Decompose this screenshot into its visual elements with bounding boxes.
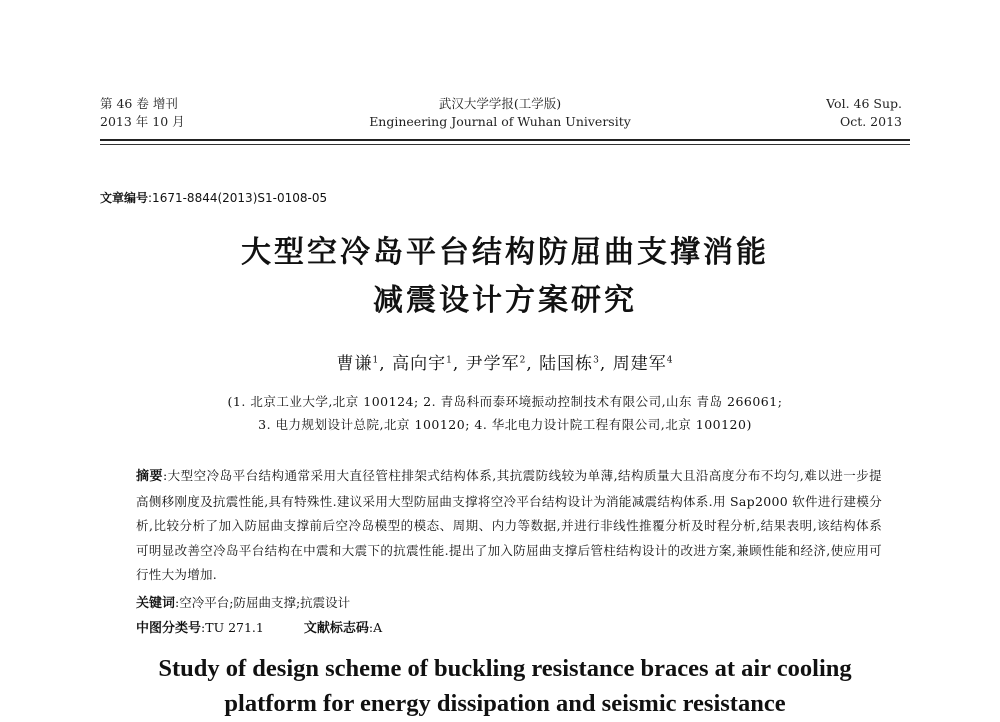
volume-issue-en: Vol. 46 Sup. <box>826 96 902 111</box>
classification-line <box>136 617 736 636</box>
article-number-label: 文章编号 <box>100 191 149 205</box>
journal-name-en: Engineering Journal of Wuhan University <box>369 114 631 129</box>
title-en-line1: Study of design scheme of buckling resistance braces at air cooling <box>158 655 852 682</box>
author: 曹谦$^1$ <box>336 354 380 374</box>
author: 周建军$^4$ <box>612 354 674 374</box>
author-list: 曹谦$^1$, 高向宇$^1$, 尹学军$^2$, 陆国栋$^3$, 周建军$^4$ <box>336 354 674 374</box>
keywords-label: 关键词 <box>136 596 176 611</box>
affiliations-line1: (1. 北京工业大学,北京 100124; 2. 青岛科而泰环境振动控制技术有限公司,山东 青岛 266061; <box>227 394 783 409</box>
document-code-label: 文献标志码 <box>303 621 369 636</box>
clc-value: :TU 271.1 <box>201 620 264 635</box>
document-code-value: :A <box>368 620 383 635</box>
title-en-line2: platform for energy dissipation and seismic resistance <box>224 690 786 717</box>
header-rule-thick <box>100 139 910 141</box>
publication-date-cn: 2013 年 10 月 <box>100 114 185 129</box>
article-number-value: :1671-8844(2013)S1-0108-05 <box>148 191 328 205</box>
article-number <box>100 189 327 206</box>
abstract-text: :大型空冷岛平台结构通常采用大直径管柱排架式结构体系,其抗震防线较为单薄,结构质量大且沿高度分布不均匀,难以进一步提高侧移刚度及抗震性能,具有特殊性.建议采用大型防屈曲支撑将空冷平台结构设计为消能减震结构体系.用 Sap2000 软件进行建模分析,比较分析了加入防屈曲支撑前后空冷岛模型的模态、周期、内力等数据,并进行非线性推覆分析及时程分析,结果表明,该结构体系可明显改善空冷岛平台结构在中震和大震下的抗震性能.提出了加入防屈曲支撑后管柱结构设计的改进方案,兼顾性能和经济,使应用可行性大为增加. <box>136 468 882 582</box>
abstract <box>136 464 882 588</box>
journal-volume-info <box>100 95 185 131</box>
title-cn-line1: 大型空冷岛平台结构防屈曲支撑消能 <box>241 235 769 270</box>
keywords-text: :空冷平台;防屈曲支撑;抗震设计 <box>175 595 351 610</box>
volume-issue: 第 46 卷 增刊 <box>100 96 178 111</box>
journal-name-cn: 武汉大学学报(工学版) <box>438 96 562 111</box>
journal-name <box>300 95 700 131</box>
author: 尹学军$^2$ <box>465 354 527 374</box>
publication-date-en: Oct. 2013 <box>839 114 902 129</box>
abstract-label: 摘要 <box>136 469 163 484</box>
affiliations-line2: 3. 电力规划设计总院,北京 100120; 4. 华北电力设计院工程有限公司,北京 100120) <box>258 417 752 432</box>
journal-volume-info-en <box>826 95 902 131</box>
title-cn-line2: 减震设计方案研究 <box>373 283 637 318</box>
header-rule-thin <box>100 144 910 145</box>
clc-label: 中图分类号 <box>136 621 202 636</box>
keywords <box>136 592 350 611</box>
author: 陆国栋$^3$ <box>539 354 600 374</box>
author: 高向宇$^1$ <box>392 354 453 374</box>
